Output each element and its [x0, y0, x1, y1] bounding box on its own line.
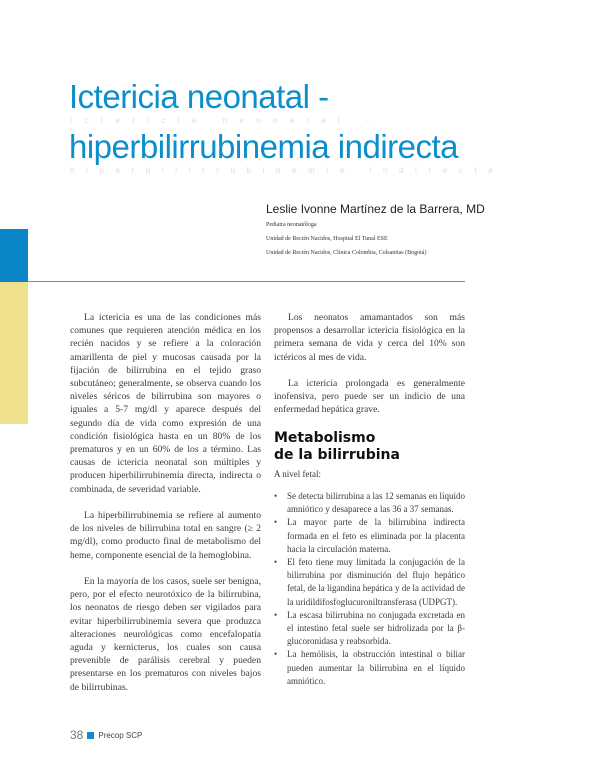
title-ghost-line-1: Ictericia neonatal -	[70, 116, 382, 125]
page-number: 38	[70, 728, 84, 742]
list-item: • La escasa bilirrubina no conjugada excretada en el intestino fetal suele ser hidrolizada por la β-glucoronidasa y reabsorbida.	[274, 609, 465, 647]
title-line-1: Ictericia neonatal -	[69, 78, 329, 115]
square-icon	[87, 732, 94, 739]
paragraph: Los neonatos amamantados son más propensos a desarrollar ictericia fisiológica en la primera semana de vida y cerca del 10% son ictéricos al mes de vida.	[274, 312, 465, 363]
bullet-list	[274, 490, 465, 688]
bullet-icon: •	[274, 649, 278, 660]
title-ghost-line-2: hiperbilirrubinemia indirecta	[70, 166, 505, 175]
paragraph: La hiperbilirrubinemia se refiere al aumento de los niveles de bilirrubina total en sangre (≥ 2 mg/dl), como producto final de metabolismo del heme, componente esencial de la hemoglobina.	[70, 510, 261, 561]
list-item: • La hemólisis, la obstrucción intestinal o biliar pueden aumentar la bilirrubina en el líquido amniótico.	[274, 649, 465, 686]
journal-name: Precop SCP	[98, 730, 143, 740]
list-item: • Se detecta bilirrubina a las 12 semanas en líquido amniótico y desaparece a las 36 a 37 semanas.	[274, 491, 465, 515]
section-heading: Metabolismo de la bilirrubina	[274, 429, 400, 463]
paragraph: La ictericia prolongada es generalmente inofensiva, pero puede ser un indicio de una enfermedad hepática grave.	[274, 378, 465, 416]
side-accent-yellow	[0, 282, 28, 424]
section-lead: A nivel fetal:	[274, 468, 321, 479]
left-column	[70, 311, 261, 707]
bullet-icon: •	[274, 557, 278, 568]
header-divider	[28, 281, 465, 282]
author-affiliation: Unidad de Recién Nacidos, Hospital El Tunal ESE	[266, 236, 388, 242]
page-footer	[70, 728, 142, 742]
bullet-icon: •	[274, 609, 278, 620]
paragraph: En la mayoría de los casos, suele ser benigna, pero, por el efecto neurotóxico de la bilirrubina, los neonatos de riesgo deben ser vigilados para evitar hiperbilirrubinemia severa que produzca alteraciones neurológicas como encefalopatía aguda y kernicterus, los cuales son causa prevenible de parálisis cerebral y pueden presentarse en los prematuros con niveles bajos de bilirrubinas.	[70, 576, 261, 693]
right-column	[274, 311, 465, 688]
bullet-icon: •	[274, 517, 278, 528]
author-affiliation: Pediatra neonatóloga	[266, 222, 317, 228]
bullet-icon: •	[274, 491, 278, 501]
list-item: • El feto tiene muy limitada la conjugación de la bilirrubina por disminución del flujo hepático fetal, de la ligandina hepática y de la actividad de la uridildifosfoglucuroniltransferasa (UDPGT).	[274, 557, 465, 607]
side-accent-blue	[0, 229, 28, 282]
author-name: Leslie Ivonne Martínez de la Barrera, MD	[266, 202, 485, 216]
author-affiliation: Unidad de Recién Nacidos, Clínica Colombia, Colsanitas (Bogotá)	[266, 250, 427, 256]
paragraph: La ictericia es una de las condiciones más comunes que requieren atención médica en los recién nacidos y se refiere a la coloración amarillenta de piel y mucosas causada por la fijación de bilirrubina en el tejido graso subcutáneo; generalmente, se observa cuando los niveles séricos de bilirrubina son mayores o iguales a 5-7 mg/dl y aparece después del segundo día de vida como expresión de una condición fisiológica hasta en un 80% de los prematuros y en un 60% de los a término. Las causas de ictericia neonatal son múltiples y producen hiperbilirrubinemia directa, indirecta o combinada, de severidad variable.	[70, 312, 261, 495]
title-line-2: hiperbilirrubinemia indirecta	[69, 128, 459, 165]
list-item: • La mayor parte de la bilirrubina indirecta formada en el feto es eliminada por la placenta hacia la circulación materna.	[274, 517, 465, 554]
